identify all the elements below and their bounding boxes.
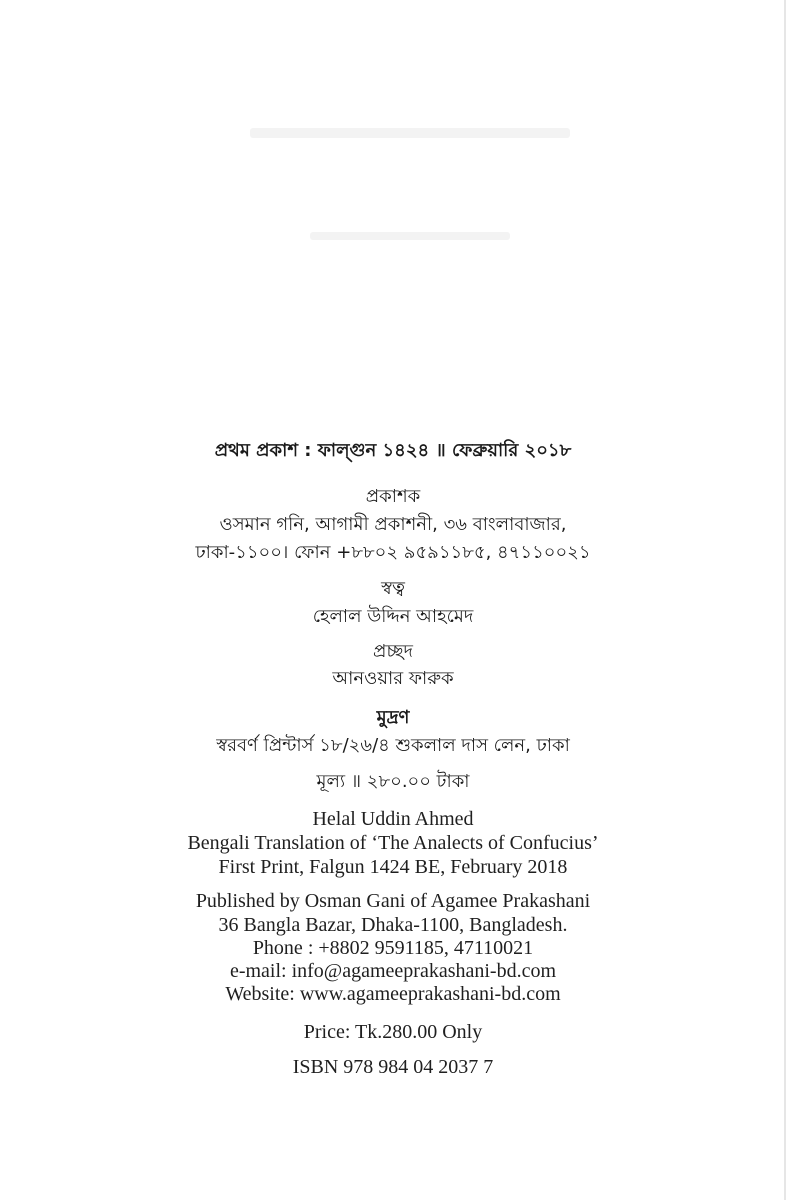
isbn: ISBN 978 984 04 2037 7	[292, 1056, 494, 1078]
first-edition-line: প্রথম প্রকাশ : ফাল্গুন ১৪২৪ ॥ ফেব্রুয়ারি ২০১৮	[214, 440, 572, 461]
printing-heading: মুদ্রণ	[376, 707, 410, 728]
publisher-line-1: ওসমান গনি, আগামী প্রকাশনী, ৩৬ বাংলাবাজার,	[219, 514, 567, 535]
publisher-heading: প্রকাশক	[365, 486, 421, 507]
published-by: Published by Osman Gani of Agamee Prakashani	[195, 890, 591, 912]
show-through-mark	[250, 128, 570, 138]
price-english: Price: Tk.280.00 Only	[303, 1021, 483, 1043]
cover-artist: আনওয়ার ফারুক	[332, 668, 454, 689]
author-english: Helal Uddin Ahmed	[312, 808, 474, 830]
title-english: Bengali Translation of ‘The Analects of Confucius’	[187, 832, 599, 854]
publisher-website: Website: www.agameeprakashani-bd.com	[225, 983, 561, 1005]
publisher-phone: Phone : +8802 9591185, 47110021	[252, 937, 534, 959]
first-print-english: First Print, Falgun 1424 BE, February 2018	[218, 856, 568, 878]
show-through-mark	[310, 232, 510, 240]
copyright-holder: হেলাল উদ্দিন আহমেদ	[312, 606, 474, 627]
copyright-heading: স্বত্ব	[381, 578, 405, 599]
publisher-line-2: ঢাকা-১১০০। ফোন +৮৮০২ ৯৫৯১১৮৫, ৪৭১১০০২১	[195, 542, 591, 563]
printer-line: স্বরবর্ণ প্রিন্টার্স ১৮/২৬/৪ শুকলাল দাস লেন, ঢাকা	[216, 735, 570, 756]
price-bengali: মূল্য ॥ ২৮০.০০ টাকা	[316, 771, 470, 792]
cover-heading: প্রচ্ছদ	[373, 641, 413, 662]
publisher-email: e-mail: info@agameeprakashani-bd.com	[229, 960, 557, 982]
publisher-address: 36 Bangla Bazar, Dhaka-1100, Bangladesh.	[218, 914, 568, 936]
